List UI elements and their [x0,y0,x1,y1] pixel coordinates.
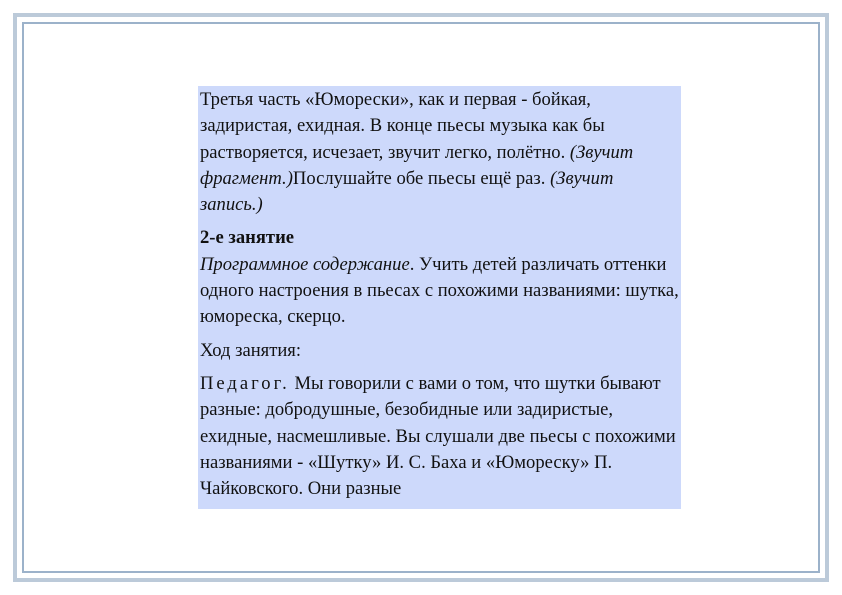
paragraph-text: Послушайте обе пьесы ещё раз. [292,167,551,189]
paragraph-text: Мы говорили с вами о том, что шутки бывают разные: добродушные, безобидные или задиристые, ехидные, насмешливые. Вы слушали две пьесы с похожими названиями - «Шутку» И. С. Баха и «Юмореску» П. Чайковского. Они разные [200,372,676,500]
lesson-progress-label: Ход занятия: [200,339,302,361]
paragraph-lesson-progress [200,338,679,364]
lesson-heading: 2-е занятие [200,227,295,249]
paragraph-text: . Учить детей различать оттенки одного настроения в пьесах с похожими названиями: шутка, юмореска, скерцо. [200,253,679,328]
text-block [198,86,681,509]
paragraph-lesson-2 [200,225,679,330]
paragraph-teacher [200,371,679,502]
program-content-label: Программное содержание [200,253,410,275]
paragraph-humoresque [200,87,679,218]
speaker-label: Педагог. [200,372,290,394]
paragraph-text: Третья часть «Юморески», как и первая - бойкая, задиристая, ехидная. В конце пьесы музыка как бы растворяется, исчезает, звучит легко, полётно. [200,89,605,163]
stage-direction: (Звучит запись.) [200,167,614,216]
stage-direction: (Звучит фрагмент.) [200,141,634,189]
